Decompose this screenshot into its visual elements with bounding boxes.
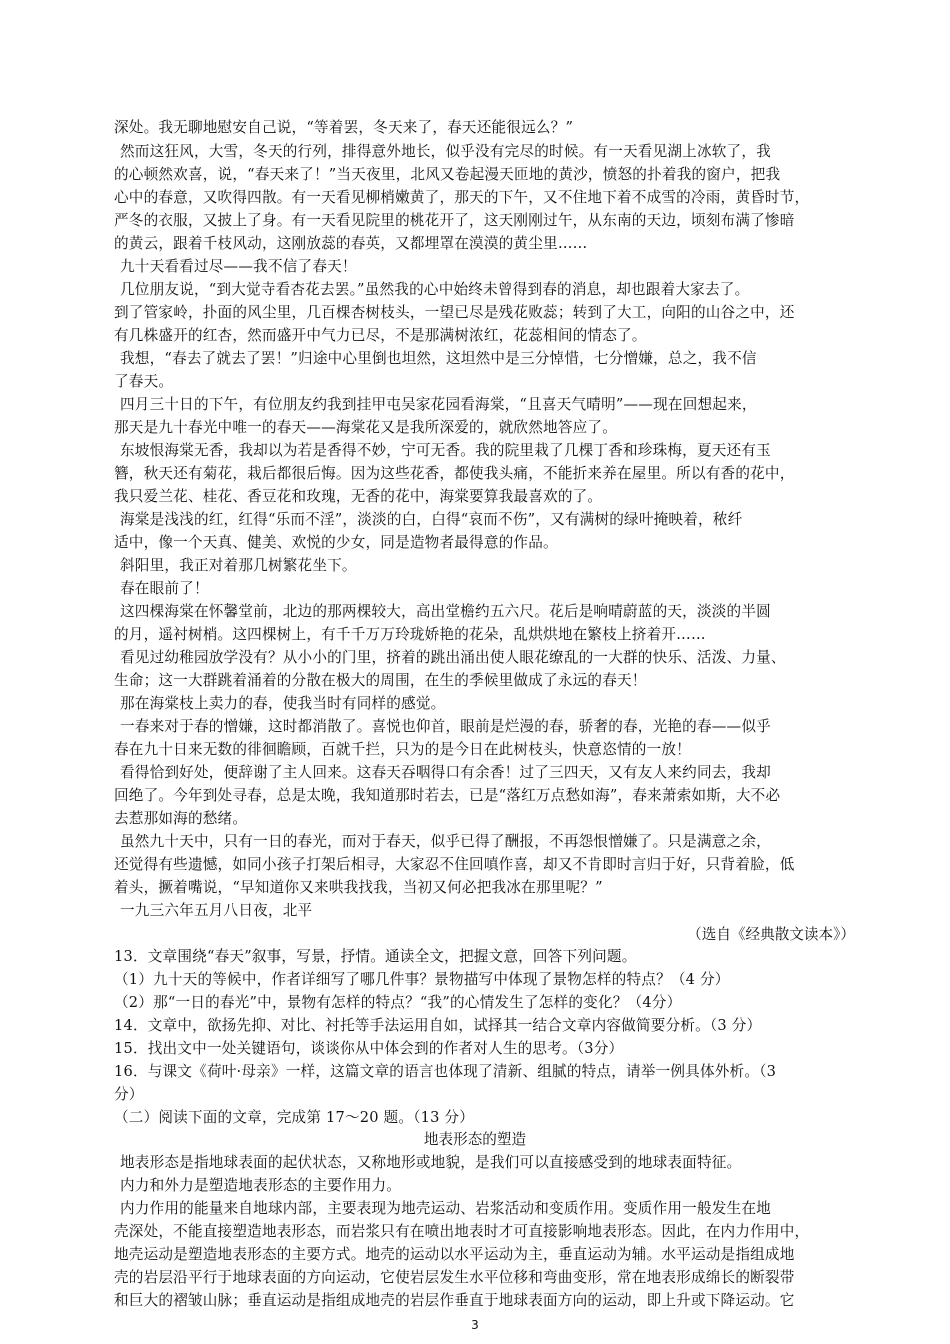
text-line: 心中的春意，又吹得四散。有一天看见柳梢嫩黄了，那天的下午，又不住地下着不成雪的冷雨，黄昏时节， xyxy=(114,189,810,206)
article-line: 壳的岩层沿平行于地球表面的方向运动，它使岩层发生水平位移和弯曲变形，常在地表形成绵长的断裂带 xyxy=(114,1269,795,1286)
text-line: 东坡恨海棠无香，我却以为若是香得不妙，宁可无香。我的院里栽了几棵丁香和珍珠梅，夏天还有玉 xyxy=(120,442,771,459)
text-line: 看得恰到好处，便辞谢了主人回来。这春天吞咽得口有余香！过了三四天，又有友人来约同去，我却 xyxy=(120,764,771,781)
text-line: 深处。我无聊地慰安自己说，“等着罢，冬天来了，春天还能很远么？” xyxy=(114,119,574,136)
text-line: 严冬的衣服，又披上了身。有一天看见院里的桃花开了，这天刚刚过午，从东南的天边，顷刻布满了惨暗 xyxy=(114,212,795,229)
text-line: 去惹那如海的愁绪。 xyxy=(114,810,248,827)
text-line: 适中，像一个天真、健美、欢悦的少女，同是造物者最得意的作品。 xyxy=(114,534,558,551)
text-line: 虽然九十天中，只有一日的春光，而对于春天，似乎已得了酬报，不再怨恨憎嫌了。只是满意之余， xyxy=(120,833,771,850)
text-line: 看见过幼稚园放学没有？从小小的门里，挤着的跳出涌出使人眼花缭乱的一大群的快乐、活泼、力量、 xyxy=(120,649,786,666)
text-line: 那在海棠枝上卖力的春，使我当时有同样的感觉。 xyxy=(120,695,446,712)
article-line: 壳深处，不能直接塑造地表形态，而岩浆只有在喷出地表时才可直接影响地表形态。因此，在内力作用中， xyxy=(114,1223,810,1240)
text-line: 的月，遥衬树梢。这四棵树上，有千千万万玲珑娇艳的花朵，乱烘烘地在繁枝上挤着开…… xyxy=(114,626,706,643)
question-13-1: （1）九十天的等候中，作者详细写了哪几件事？景物描写中体现了景物怎样的特点？（4 分） xyxy=(114,971,730,988)
text-line: 的心顿然欢喜，说，“春天来了！”当天夜里，北风又卷起漫天匝地的黄沙，愤怒的扑着我的窗户，把我 xyxy=(114,166,781,183)
question-13: 13．文章围绕“春天”叙事，写景，抒情。通读全文，把握文意，回答下列问题。 xyxy=(114,948,637,965)
text-line: 然而这狂风，大雪，冬天的行列，排得意外地长，似乎没有完尽的时候。有一天看见湖上冰软了，我 xyxy=(120,143,771,160)
page-number: 3 xyxy=(471,1318,479,1332)
text-line: 到了管家岭，扑面的风尘里，几百棵杏树枝头，一望已尽是残花败蕊；转到了大工，向阳的山谷之中，还 xyxy=(114,304,795,321)
text-line: 有几株盛开的红杏，然而盛开中气力已尽，不是那满树浓红，花蕊相间的情态了。 xyxy=(114,327,647,344)
text-line: 春在眼前了！ xyxy=(120,580,209,597)
text-line: 生命；这一大群跳着涌着的分散在极大的周围，在生的季候里做成了永远的春天！ xyxy=(114,672,647,689)
question-14: 14．文章中，欲扬先抑、对比、衬托等手法运用自如，试择其一结合文章内容做简要分析。（3 分） xyxy=(114,1017,762,1034)
text-line: 了春天。 xyxy=(114,373,174,390)
text-line: 海棠是浅浅的红，红得“乐而不淫”，淡淡的白，白得“哀而不伤”，又有满树的绿叶掩映着，秾纤 xyxy=(120,511,743,528)
text-line: 四月三十日的下午，有位朋友约我到挂甲屯吴家花园看海棠，“且喜天气晴明”——现在回想起来， xyxy=(120,396,757,413)
text-line: 一春来对于春的憎嫌，这时都消散了。喜悦也仰首，眼前是烂漫的春，骄奢的春，光艳的春——似乎 xyxy=(120,718,771,735)
text-line: 着头，撅着嘴说，“早知道你又来哄我找我，当初又何必把我冰在那里呢？” xyxy=(114,879,603,896)
text-line: 簪，秋天还有菊花，栽后都很后悔。因为这些花香，都使我头痛，不能折来养在屋里。所以有香的花中， xyxy=(114,465,795,482)
text-line: 斜阳里，我正对着那几树繁花坐下。 xyxy=(120,557,357,574)
text-line: 那天是九十春光中唯一的春天——海棠花又是我所深爱的，就欣然地答应了。 xyxy=(114,419,617,436)
text-line: 还觉得有些遗憾，如同小孩子打架后相寻，大家忍不住回嗔作喜，却又不肯即时言归于好，只背着脸，低 xyxy=(114,856,795,873)
text-line: 这四棵海棠在怀馨堂前，北边的那两棵较大，高出堂檐约五六尺。花后是响晴蔚蓝的天，淡淡的半圆 xyxy=(120,603,771,620)
text-line: 几位朋友说，“到大觉寺看杏花去罢。”虽然我的心中始终未曾得到春的消息，却也跟着大家去了。 xyxy=(120,281,750,298)
section-heading: （二）阅读下面的文章，完成第 17～20 题。（13 分） xyxy=(114,1109,475,1126)
article-title: 地表形态的塑造 xyxy=(423,1131,527,1148)
text-line: 我只爱兰花、桂花、香豆花和玫瑰，无香的花中，海棠要算我最喜欢的了。 xyxy=(114,488,603,505)
article-line: 地表形态是指地球表面的起伏状态，又称地形或地貌，是我们可以直接感受到的地球表面特征。 xyxy=(120,1154,742,1171)
text-line: 我想，“春去了就去了罢！”归途中心里倒也坦然，这坦然中是三分悼惜，七分憎嫌，总之，我不信 xyxy=(120,350,757,367)
text-line: 一九三六年五月八日夜，北平 xyxy=(120,902,313,919)
text-line: 春在九十日来无数的徘徊瞻顾，百就千拦，只为的是今日在此树枝头，快意恣情的一放！ xyxy=(114,741,691,758)
text-line: 回绝了。今年到处寻春，总是太晚，我知道那时若去，已是“落红万点愁如海”，春来萧索如斯，大不必 xyxy=(114,787,781,804)
article-line: 内力作用的能量来自地球内部，主要表现为地壳运动、岩浆活动和变质作用。变质作用一般发生在地 xyxy=(120,1200,771,1217)
text-line: 的黄云，跟着千枝风动，这刚放蕊的春英，又都埋罩在漠漠的黄尘里…… xyxy=(114,235,588,252)
question-16-cont: 分） xyxy=(114,1086,144,1103)
question-15: 15．找出文中一处关键语句，谈谈你从中体会到的作者对人生的思考。（3分） xyxy=(114,1040,624,1057)
article-line: 内力和外力是塑造地表形态的主要作用力。 xyxy=(120,1177,402,1194)
source-citation: （选自《经典散文读本》） xyxy=(687,926,855,943)
question-13-2: （2）那“一日的春光”中，景物有怎样的特点？“我”的心情发生了怎样的变化？（4分） xyxy=(114,994,682,1011)
text-line: 九十天看看过尽——我不信了春天！ xyxy=(120,258,357,275)
article-line: 和巨大的褶皱山脉；垂直运动是指组成地壳的岩层作垂直于地球表面方向的运动，即上升或下降运动。它 xyxy=(114,1292,795,1309)
question-16: 16．与课文《荷叶·母亲》一样，这篇文章的语言也体现了清新、组腻的特点，请举一例具体外析。（3 xyxy=(114,1063,777,1080)
article-line: 地壳运动是塑造地表形态的主要方式。地壳的运动以水平运动为主，垂直运动为辅。水平运动是指组成地 xyxy=(114,1246,795,1263)
